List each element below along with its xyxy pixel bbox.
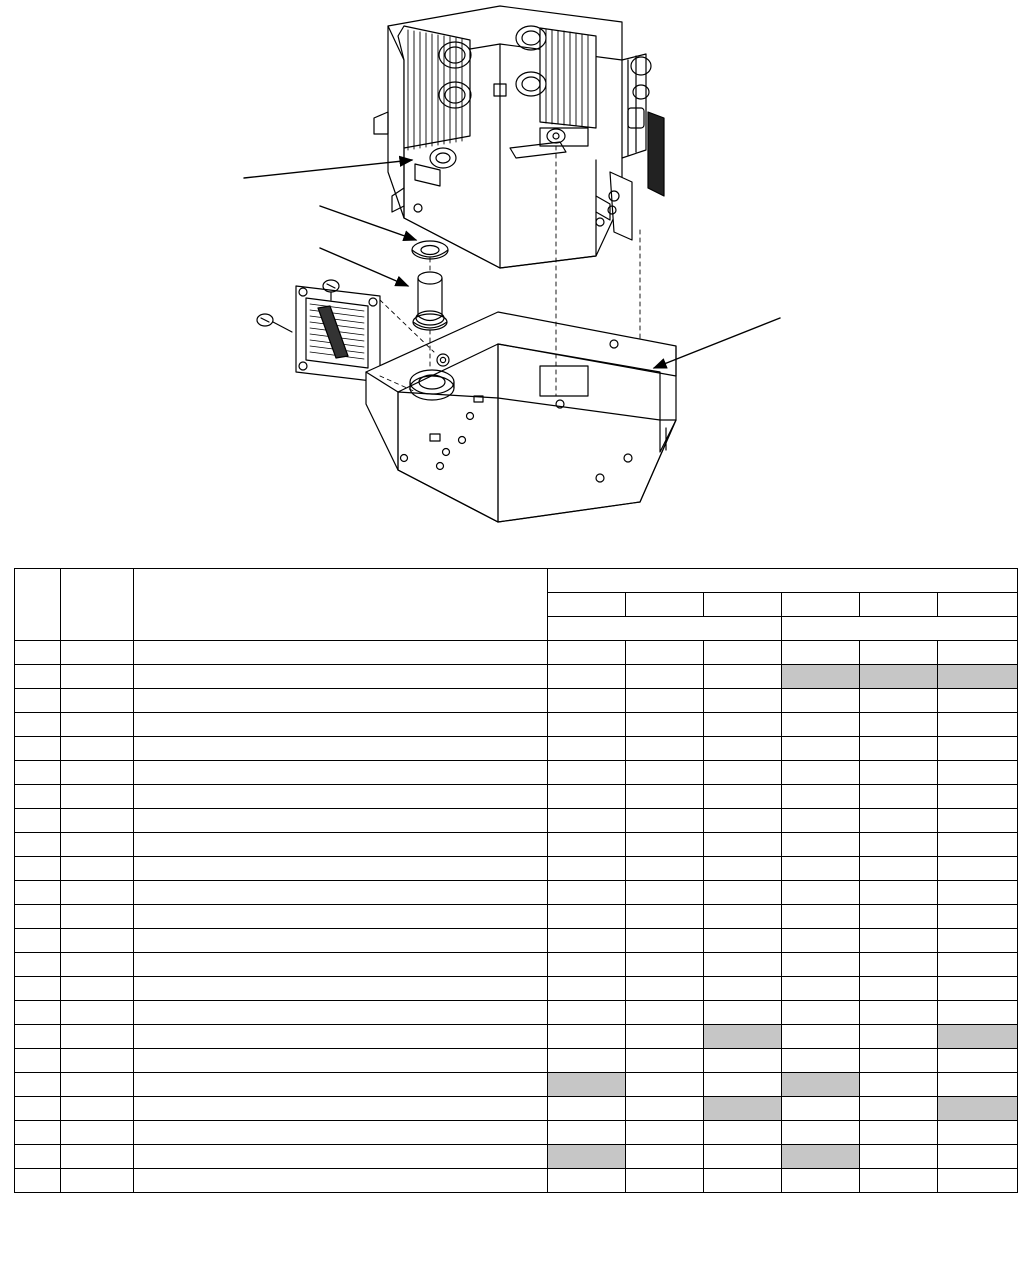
- cell-qty-4: [782, 977, 860, 1001]
- cell-description: [134, 1121, 548, 1145]
- cell-part-number: [61, 1049, 134, 1073]
- cell-qty-6: [938, 809, 1018, 833]
- cell-qty-2: [626, 641, 704, 665]
- cell-part-number: [61, 641, 134, 665]
- table-row: [15, 1121, 1018, 1145]
- cell-qty-2: [626, 761, 704, 785]
- cell-qty-6: [938, 689, 1018, 713]
- table-row: [15, 1097, 1018, 1121]
- cell-qty-3: [704, 905, 782, 929]
- cell-qty-1: [548, 1073, 626, 1097]
- parts-list-table: [14, 568, 1018, 1193]
- cell-description: [134, 881, 548, 905]
- cell-qty-5: [860, 737, 938, 761]
- table-row: [15, 713, 1018, 737]
- cell-qty-1: [548, 881, 626, 905]
- cell-qty-3: [704, 1001, 782, 1025]
- cell-qty-2: [626, 689, 704, 713]
- table-body: [15, 641, 1018, 1193]
- cell-qty-5: [860, 857, 938, 881]
- cell-qty-2: [626, 665, 704, 689]
- cell-qty-2: [626, 953, 704, 977]
- cell-qty-4: [782, 953, 860, 977]
- cell-qty-2: [626, 929, 704, 953]
- cell-qty-3: [704, 665, 782, 689]
- table-row: [15, 857, 1018, 881]
- cell-qty-4: [782, 713, 860, 737]
- cell-item: [15, 785, 61, 809]
- cell-qty-6: [938, 1049, 1018, 1073]
- cell-qty-5: [860, 905, 938, 929]
- cell-qty-1: [548, 713, 626, 737]
- cell-qty-1: [548, 1121, 626, 1145]
- cell-qty-3: [704, 1025, 782, 1049]
- cell-qty-2: [626, 1049, 704, 1073]
- cell-qty-1: [548, 641, 626, 665]
- cell-qty-3: [704, 713, 782, 737]
- table-header-row-1: [15, 569, 1018, 593]
- cell-qty-4: [782, 737, 860, 761]
- cell-part-number: [61, 1025, 134, 1049]
- cell-qty-6: [938, 1169, 1018, 1193]
- lower-housing: [366, 312, 676, 522]
- cell-qty-1: [548, 689, 626, 713]
- cell-qty-1: [548, 809, 626, 833]
- cell-item: [15, 689, 61, 713]
- cell-item: [15, 977, 61, 1001]
- cell-qty-6: [938, 857, 1018, 881]
- cell-description: [134, 1025, 548, 1049]
- cell-qty-3: [704, 1073, 782, 1097]
- cell-qty-6: [938, 905, 1018, 929]
- cell-description: [134, 905, 548, 929]
- cell-description: [134, 857, 548, 881]
- cell-item: [15, 1001, 61, 1025]
- cell-part-number: [61, 1121, 134, 1145]
- cell-description: [134, 761, 548, 785]
- cell-qty-2: [626, 713, 704, 737]
- cell-part-number: [61, 1097, 134, 1121]
- cell-item: [15, 713, 61, 737]
- cell-part-number: [61, 737, 134, 761]
- cell-qty-2: [626, 1073, 704, 1097]
- cell-part-number: [61, 761, 134, 785]
- cell-qty-3: [704, 881, 782, 905]
- cell-qty-1: [548, 929, 626, 953]
- cell-qty-1: [548, 665, 626, 689]
- cell-qty-4: [782, 1169, 860, 1193]
- cell-item: [15, 857, 61, 881]
- table-row: [15, 1073, 1018, 1097]
- duct-sleeve: [413, 272, 447, 330]
- cell-item: [15, 1073, 61, 1097]
- cell-part-number: [61, 665, 134, 689]
- cell-qty-3: [704, 809, 782, 833]
- cell-qty-3: [704, 1121, 782, 1145]
- cell-qty-4: [782, 665, 860, 689]
- cell-part-number: [61, 833, 134, 857]
- cell-qty-3: [704, 785, 782, 809]
- cell-description: [134, 809, 548, 833]
- cell-qty-3: [704, 1097, 782, 1121]
- cell-qty-2: [626, 785, 704, 809]
- cell-qty-5: [860, 1073, 938, 1097]
- cell-qty-4: [782, 905, 860, 929]
- cell-qty-5: [860, 1097, 938, 1121]
- cell-qty-2: [626, 1121, 704, 1145]
- cell-qty-1: [548, 1001, 626, 1025]
- cell-qty-4: [782, 1001, 860, 1025]
- cell-qty-5: [860, 761, 938, 785]
- cell-qty-4: [782, 809, 860, 833]
- cell-qty-5: [860, 641, 938, 665]
- cell-qty-2: [626, 737, 704, 761]
- cell-qty-1: [548, 1169, 626, 1193]
- cell-item: [15, 809, 61, 833]
- table-row: [15, 1025, 1018, 1049]
- cell-description: [134, 1049, 548, 1073]
- cell-qty-6: [938, 977, 1018, 1001]
- cell-description: [134, 1073, 548, 1097]
- header-item: [15, 569, 61, 641]
- cell-qty-4: [782, 1097, 860, 1121]
- header-group: [548, 569, 1018, 593]
- cell-qty-5: [860, 785, 938, 809]
- cell-qty-6: [938, 665, 1018, 689]
- callout-leader-1: [244, 160, 412, 178]
- cell-description: [134, 833, 548, 857]
- table-row: [15, 665, 1018, 689]
- cell-item: [15, 1097, 61, 1121]
- cell-qty-5: [860, 1169, 938, 1193]
- cell-description: [134, 1001, 548, 1025]
- cell-qty-2: [626, 1097, 704, 1121]
- cell-qty-5: [860, 833, 938, 857]
- table-row: [15, 689, 1018, 713]
- table-row: [15, 833, 1018, 857]
- cell-qty-3: [704, 737, 782, 761]
- cell-qty-5: [860, 1025, 938, 1049]
- table-row: [15, 761, 1018, 785]
- cell-qty-6: [938, 737, 1018, 761]
- cell-qty-5: [860, 665, 938, 689]
- cell-description: [134, 1097, 548, 1121]
- cell-qty-4: [782, 641, 860, 665]
- cell-qty-2: [626, 977, 704, 1001]
- cell-qty-5: [860, 1145, 938, 1169]
- cell-part-number: [61, 785, 134, 809]
- parts-list-container: [14, 568, 1017, 1193]
- upper-chassis-assembly: [374, 6, 664, 268]
- cell-qty-6: [938, 1145, 1018, 1169]
- cell-qty-5: [860, 881, 938, 905]
- cell-part-number: [61, 1169, 134, 1193]
- cell-qty-5: [860, 689, 938, 713]
- cell-qty-2: [626, 1025, 704, 1049]
- cell-part-number: [61, 689, 134, 713]
- header-sub2-2: [782, 617, 1018, 641]
- cell-item: [15, 881, 61, 905]
- cell-qty-4: [782, 1049, 860, 1073]
- cell-part-number: [61, 977, 134, 1001]
- cell-qty-1: [548, 857, 626, 881]
- cell-item: [15, 905, 61, 929]
- cell-qty-2: [626, 1169, 704, 1193]
- cell-qty-6: [938, 1097, 1018, 1121]
- cell-item: [15, 665, 61, 689]
- table-row: [15, 1001, 1018, 1025]
- cell-qty-1: [548, 1049, 626, 1073]
- cell-description: [134, 641, 548, 665]
- cell-qty-3: [704, 1049, 782, 1073]
- cell-qty-6: [938, 1121, 1018, 1145]
- header-sub-1: [548, 593, 626, 617]
- cell-item: [15, 1145, 61, 1169]
- cell-qty-4: [782, 1073, 860, 1097]
- cell-qty-2: [626, 809, 704, 833]
- cell-qty-6: [938, 1073, 1018, 1097]
- cell-item: [15, 1121, 61, 1145]
- header-description: [134, 569, 548, 641]
- cell-qty-3: [704, 977, 782, 1001]
- cell-qty-6: [938, 1025, 1018, 1049]
- cell-description: [134, 953, 548, 977]
- cell-qty-3: [704, 1145, 782, 1169]
- cell-qty-2: [626, 1145, 704, 1169]
- cell-part-number: [61, 857, 134, 881]
- cell-qty-3: [704, 689, 782, 713]
- cell-qty-2: [626, 833, 704, 857]
- cell-qty-1: [548, 761, 626, 785]
- cell-qty-2: [626, 881, 704, 905]
- table-row: [15, 1169, 1018, 1193]
- cell-description: [134, 785, 548, 809]
- cell-description: [134, 977, 548, 1001]
- cell-qty-3: [704, 761, 782, 785]
- cell-part-number: [61, 809, 134, 833]
- cell-qty-5: [860, 953, 938, 977]
- cell-qty-5: [860, 977, 938, 1001]
- cell-qty-5: [860, 1049, 938, 1073]
- cell-qty-6: [938, 953, 1018, 977]
- cell-qty-1: [548, 833, 626, 857]
- cell-qty-1: [548, 1025, 626, 1049]
- header-sub-5: [860, 593, 938, 617]
- cell-item: [15, 737, 61, 761]
- cell-description: [134, 929, 548, 953]
- cell-qty-4: [782, 881, 860, 905]
- cell-qty-6: [938, 713, 1018, 737]
- cell-qty-4: [782, 689, 860, 713]
- cell-description: [134, 1169, 548, 1193]
- cell-qty-4: [782, 1121, 860, 1145]
- cell-qty-1: [548, 785, 626, 809]
- cell-qty-6: [938, 641, 1018, 665]
- gasket-ring: [412, 241, 448, 259]
- cell-part-number: [61, 1001, 134, 1025]
- header-part-number: [61, 569, 134, 641]
- cell-qty-2: [626, 1001, 704, 1025]
- cell-qty-4: [782, 833, 860, 857]
- cell-part-number: [61, 881, 134, 905]
- cell-qty-6: [938, 833, 1018, 857]
- cell-qty-6: [938, 785, 1018, 809]
- cell-qty-5: [860, 809, 938, 833]
- cell-part-number: [61, 1073, 134, 1097]
- table-row: [15, 929, 1018, 953]
- cell-description: [134, 689, 548, 713]
- cell-qty-1: [548, 953, 626, 977]
- cell-qty-5: [860, 929, 938, 953]
- cell-qty-3: [704, 929, 782, 953]
- table-row: [15, 1049, 1018, 1073]
- cell-qty-4: [782, 1145, 860, 1169]
- cell-qty-3: [704, 1169, 782, 1193]
- cell-qty-4: [782, 929, 860, 953]
- table-row: [15, 1145, 1018, 1169]
- cell-qty-1: [548, 1097, 626, 1121]
- cell-qty-6: [938, 1001, 1018, 1025]
- cell-description: [134, 737, 548, 761]
- table-row: [15, 977, 1018, 1001]
- cell-qty-5: [860, 1121, 938, 1145]
- table-row: [15, 785, 1018, 809]
- cell-item: [15, 953, 61, 977]
- cell-qty-1: [548, 977, 626, 1001]
- cell-qty-1: [548, 905, 626, 929]
- fan-grille-plate: [257, 280, 380, 382]
- table-row: [15, 905, 1018, 929]
- cell-item: [15, 1025, 61, 1049]
- cell-qty-3: [704, 641, 782, 665]
- cell-qty-3: [704, 857, 782, 881]
- cell-qty-4: [782, 1025, 860, 1049]
- cell-qty-3: [704, 953, 782, 977]
- table-row: [15, 641, 1018, 665]
- header-sub-6: [938, 593, 1018, 617]
- cell-part-number: [61, 1145, 134, 1169]
- table-row: [15, 881, 1018, 905]
- header-sub-4: [782, 593, 860, 617]
- header-sub-3: [704, 593, 782, 617]
- cell-part-number: [61, 713, 134, 737]
- cell-qty-5: [860, 713, 938, 737]
- cell-qty-5: [860, 1001, 938, 1025]
- cell-qty-4: [782, 761, 860, 785]
- cell-qty-6: [938, 761, 1018, 785]
- cell-qty-1: [548, 1145, 626, 1169]
- cell-description: [134, 713, 548, 737]
- cell-qty-6: [938, 881, 1018, 905]
- cell-description: [134, 665, 548, 689]
- table-row: [15, 737, 1018, 761]
- cell-qty-1: [548, 737, 626, 761]
- callout-leader-4: [654, 318, 780, 368]
- cell-qty-2: [626, 905, 704, 929]
- cell-item: [15, 1169, 61, 1193]
- cell-part-number: [61, 929, 134, 953]
- cell-item: [15, 833, 61, 857]
- cell-qty-4: [782, 857, 860, 881]
- cell-qty-3: [704, 833, 782, 857]
- cell-part-number: [61, 953, 134, 977]
- cell-item: [15, 929, 61, 953]
- cell-item: [15, 761, 61, 785]
- header-sub2-1: [548, 617, 782, 641]
- cell-item: [15, 1049, 61, 1073]
- table-row: [15, 953, 1018, 977]
- cell-description: [134, 1145, 548, 1169]
- exploded-assembly-diagram: [0, 0, 1031, 545]
- cell-qty-2: [626, 857, 704, 881]
- cell-qty-6: [938, 929, 1018, 953]
- cell-part-number: [61, 905, 134, 929]
- header-sub-2: [626, 593, 704, 617]
- table-row: [15, 809, 1018, 833]
- cell-qty-4: [782, 785, 860, 809]
- cell-item: [15, 641, 61, 665]
